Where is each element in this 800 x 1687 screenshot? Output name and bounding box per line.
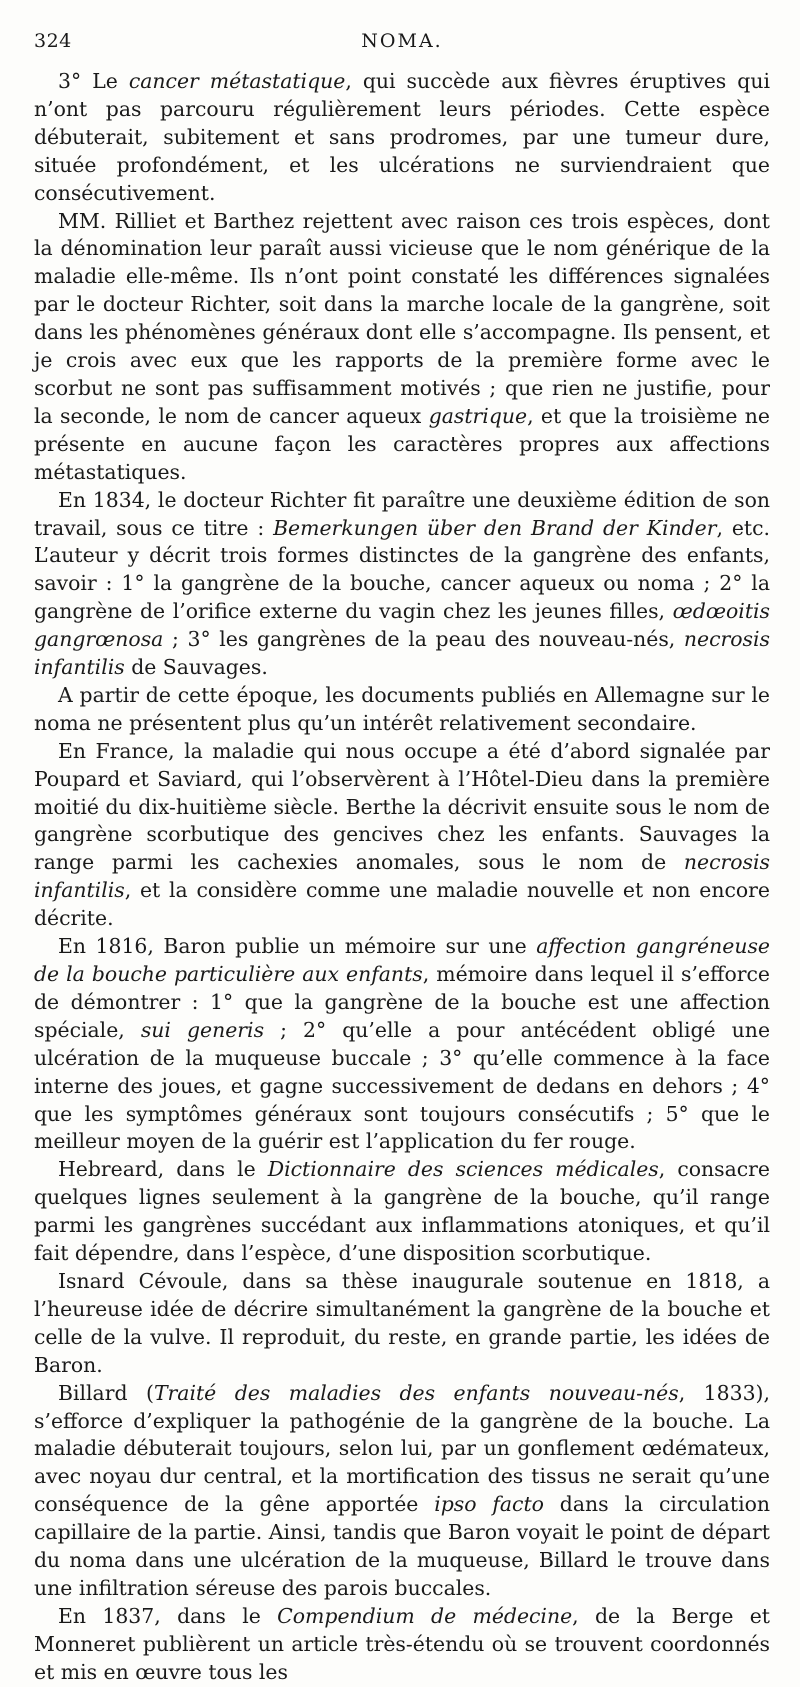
paragraph: A partir de cette époque, les documents publiés en Allemagne sur le noma ne présentent plus qu’un intérêt relativement secondaire.	[34, 682, 770, 735]
paragraph: Hebreard, dans le Dictionnaire des sciences médicales, consacre quelques lignes seulement à la gangrène de la bouche, qu’il range parmi les gangrènes succédant aux inflammations atoniques, et qu’il fait dépendre, dans l’espèce, d’une disposition scorbutique.	[34, 1157, 770, 1266]
page-header	[34, 24, 770, 58]
paragraph: En France, la maladie qui nous occupe a été d’abord signalée par Poupard et Saviard, qui l’observèrent à l’Hôtel-Dieu dans la première moitié du dix-huitième siècle. Berthe la décrivit ensuite sous le nom de gangrène scorbutique des gencives chez les enfants. Sauvages la range parmi les cachexies anomales, sous le nom de necrosis infantilis, et la considère comme une maladie nouvelle et non encore décrite.	[34, 738, 770, 931]
paragraph: 3° Le cancer métastatique, qui succède aux fièvres éruptives qui n’ont pas parcouru régulièrement leurs périodes. Cette espèce débuterait, subitement et sans prodromes, par une tumeur dure, située profondément, et les ulcérations ne surviendraient que consécutivement.	[34, 69, 770, 205]
paragraph: En 1834, le docteur Richter fit paraître une deuxième édition de son travail, sous ce titre : Bemerkungen über den Brand der Kinder, etc. L’auteur y décrit trois formes distinctes de la gangrène des enfants, savoir : 1° la gangrène de la bouche, cancer aqueux ou noma ; 2° la gangrène de l’orifice externe du vagin chez les jeunes filles, œdœoitis gangrœnosa ; 3° les gangrènes de la peau des nouveau-nés, necrosis infantilis de Sauvages.	[34, 487, 770, 680]
paragraph: Isnard Cévoule, dans sa thèse inaugurale soutenue en 1818, a l’heureuse idée de décrire simultanément la gangrène de la bouche et celle de la vulve. Il reproduit, du reste, en grande partie, les idées de Baron.	[34, 1268, 770, 1377]
body-text	[34, 68, 770, 1687]
paragraph: En 1816, Baron publie un mémoire sur une affection gangréneuse de la bouche particulière aux enfants, mémoire dans lequel il s’efforce de démontrer : 1° que la gangrène de la bouche est une affection spéciale, sui generis ; 2° qu’elle a pour antécédent obligé une ulcération de la muqueuse buccale ; 3° qu’elle commence à la face interne des joues, et gagne successivement de dedans en dehors ; 4° que les symptômes généraux sont toujours consécutifs ; 5° que le meilleur moyen de la guérir est l’application du fer rouge.	[34, 934, 771, 1154]
running-title: NOMA.	[361, 30, 443, 52]
paragraph: MM. Rilliet et Barthez rejettent avec raison ces trois espèces, dont la dénomination leur paraît aussi vicieuse que le nom générique de la maladie elle-même. Ils n’ont point constaté les différences signalées par le docteur Richter, soit dans la marche locale de la gangrène, soit dans les phénomènes généraux dont elle s’accompagne. Ils pensent, et je crois avec eux que les rapports de la première forme avec le scorbut ne sont pas suffisamment motivés ; que rien ne justifie, pour la seconde, le nom de cancer aqueux gastrique, et que la troisième ne présente en aucune façon les caractères propres aux affections métastatiques.	[34, 208, 770, 484]
paragraph: En 1837, dans le Compendium de médecine, de la Berge et Monneret publièrent un article très-étendu où se trouvent coordonnés et mis en œuvre tous les	[34, 1603, 770, 1684]
page-number: 324	[34, 30, 72, 52]
paragraph: Billard (Traité des maladies des enfants nouveau-nés, 1833), s’efforce d’expliquer la pathogénie de la gangrène de la bouche. La maladie débuterait toujours, selon lui, par un gonflement œdémateux, avec noyau dur central, et la mortification des tissus ne serait qu’une conséquence de la gêne apportée ipso facto dans la circulation capillaire de la partie. Ainsi, tandis que Baron voyait le point de départ du noma dans une ulcération de la muqueuse, Billard le trouve dans une infiltration séreuse des parois buccales.	[34, 1380, 771, 1600]
